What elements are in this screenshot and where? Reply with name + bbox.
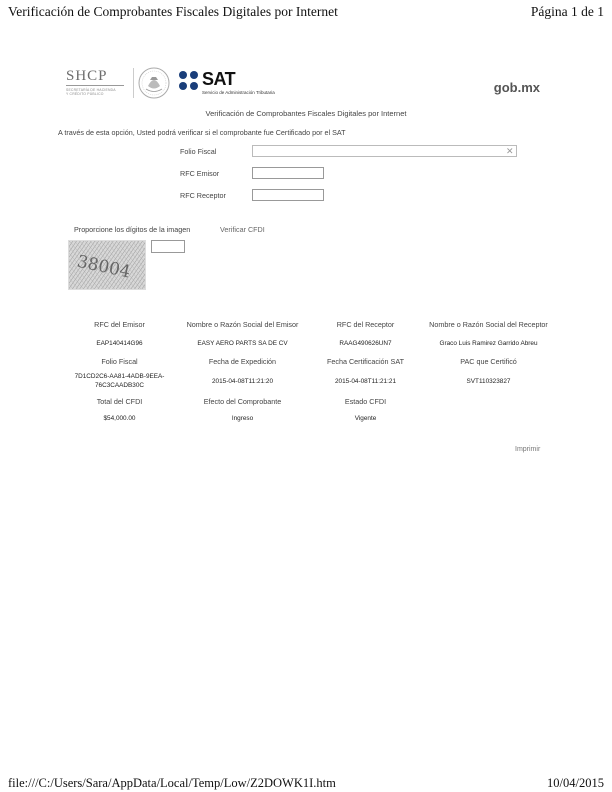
shcp-logo-sub1: SECRETARÍA DE HACIENDA bbox=[66, 88, 116, 92]
shcp-logo bbox=[66, 68, 128, 100]
value-folio-fiscal: 7D1CD2C6-AA81-4ADB-9EEA-76C3CAADB30C bbox=[74, 373, 165, 389]
gobmx-logo: gob.mx bbox=[493, 80, 540, 95]
header-fecha-expedicion: Fecha de Expedición bbox=[208, 356, 277, 366]
value-rfc-receptor: RAAG490626UN7 bbox=[339, 340, 392, 347]
header-nombre-receptor: Nombre o Razón Social del Receptor bbox=[429, 319, 548, 329]
header-estado: Estado CFDI bbox=[344, 396, 387, 406]
header-empty bbox=[427, 392, 550, 410]
header-fecha-certificacion: Fecha Certificación SAT bbox=[327, 356, 404, 366]
results-row-2 bbox=[58, 352, 550, 392]
intro-text: A través de esta opción, Usted podrá verificar si el comprobante fue Certificado por el SAT bbox=[58, 128, 346, 137]
print-url: file:///C:/Users/Sara/AppData/Local/Temp/Low/Z2DOWK1I.htm bbox=[8, 776, 336, 790]
header-efecto: Efecto del Comprobante bbox=[203, 396, 282, 406]
value-estado: Vigente bbox=[354, 415, 377, 422]
folio-fiscal-label: Folio Fiscal bbox=[180, 147, 217, 156]
value-fecha-certificacion: 2015-04-08T11:21:21 bbox=[335, 377, 396, 385]
folio-fiscal-input[interactable] bbox=[252, 145, 517, 157]
print-link[interactable]: Imprimir bbox=[515, 446, 541, 453]
print-footer bbox=[0, 776, 612, 792]
value-pac: SVT110323827 bbox=[466, 377, 511, 385]
page-title: Verificación de Comprobantes Fiscales Digitales por Internet bbox=[205, 109, 407, 118]
header-folio-fiscal: Folio Fiscal bbox=[101, 356, 138, 366]
shcp-logo-sub2: Y CRÉDITO PÚBLICO bbox=[66, 92, 104, 96]
captcha-image bbox=[68, 240, 146, 290]
value-fecha-expedicion: 2015-04-08T11:21:20 bbox=[212, 377, 273, 385]
header-nombre-emisor: Nombre o Razón Social del Emisor bbox=[186, 319, 299, 329]
captcha-input[interactable] bbox=[151, 240, 185, 253]
sat-logo-sub: Servicio de Administración Tributaria bbox=[202, 90, 275, 95]
captcha-text: 38004 bbox=[75, 251, 133, 283]
escudo-nacional-icon bbox=[137, 66, 171, 100]
rfc-receptor-label: RFC Receptor bbox=[180, 191, 226, 200]
print-header bbox=[0, 4, 612, 20]
value-empty bbox=[427, 410, 550, 427]
print-title: Verificación de Comprobantes Fiscales Digitales por Internet bbox=[8, 4, 338, 19]
sat-logo-icon bbox=[178, 70, 200, 92]
logo-separator bbox=[133, 68, 134, 98]
logo-bar bbox=[0, 60, 612, 104]
captcha-noise-icon bbox=[69, 241, 146, 290]
results-row-3 bbox=[58, 392, 550, 427]
print-date: 10/04/2015 bbox=[547, 776, 604, 790]
header-rfc-emisor: RFC del Emisor bbox=[94, 319, 145, 329]
rfc-receptor-input[interactable] bbox=[252, 189, 324, 201]
results-row-1 bbox=[58, 313, 550, 352]
results-table bbox=[58, 313, 550, 427]
header-total: Total del CFDI bbox=[96, 396, 143, 406]
value-total: $54,000.00 bbox=[103, 415, 136, 422]
value-efecto: Ingreso bbox=[231, 415, 254, 422]
rfc-emisor-input[interactable] bbox=[252, 167, 324, 179]
sat-logo bbox=[178, 70, 298, 100]
verify-cfdi-button[interactable]: Verificar CFDI bbox=[220, 225, 265, 234]
clear-icon[interactable]: ✕ bbox=[506, 146, 514, 156]
sat-logo-text: SAT bbox=[202, 69, 236, 89]
value-nombre-receptor: Graco Luis Ramirez Garrido Abreu bbox=[439, 340, 538, 347]
header-rfc-receptor: RFC del Receptor bbox=[336, 319, 395, 329]
rfc-emisor-label: RFC Emisor bbox=[180, 169, 220, 178]
value-rfc-emisor: EAP140414G96 bbox=[96, 340, 143, 347]
captcha-label: Proporcione los dígitos de la imagen bbox=[74, 225, 191, 234]
header-pac: PAC que Certificó bbox=[460, 356, 517, 366]
value-nombre-emisor: EASY AERO PARTS SA DE CV bbox=[197, 340, 288, 347]
shcp-logo-text: SHCP bbox=[66, 68, 108, 84]
print-page-number: Página 1 de 1 bbox=[530, 4, 604, 19]
